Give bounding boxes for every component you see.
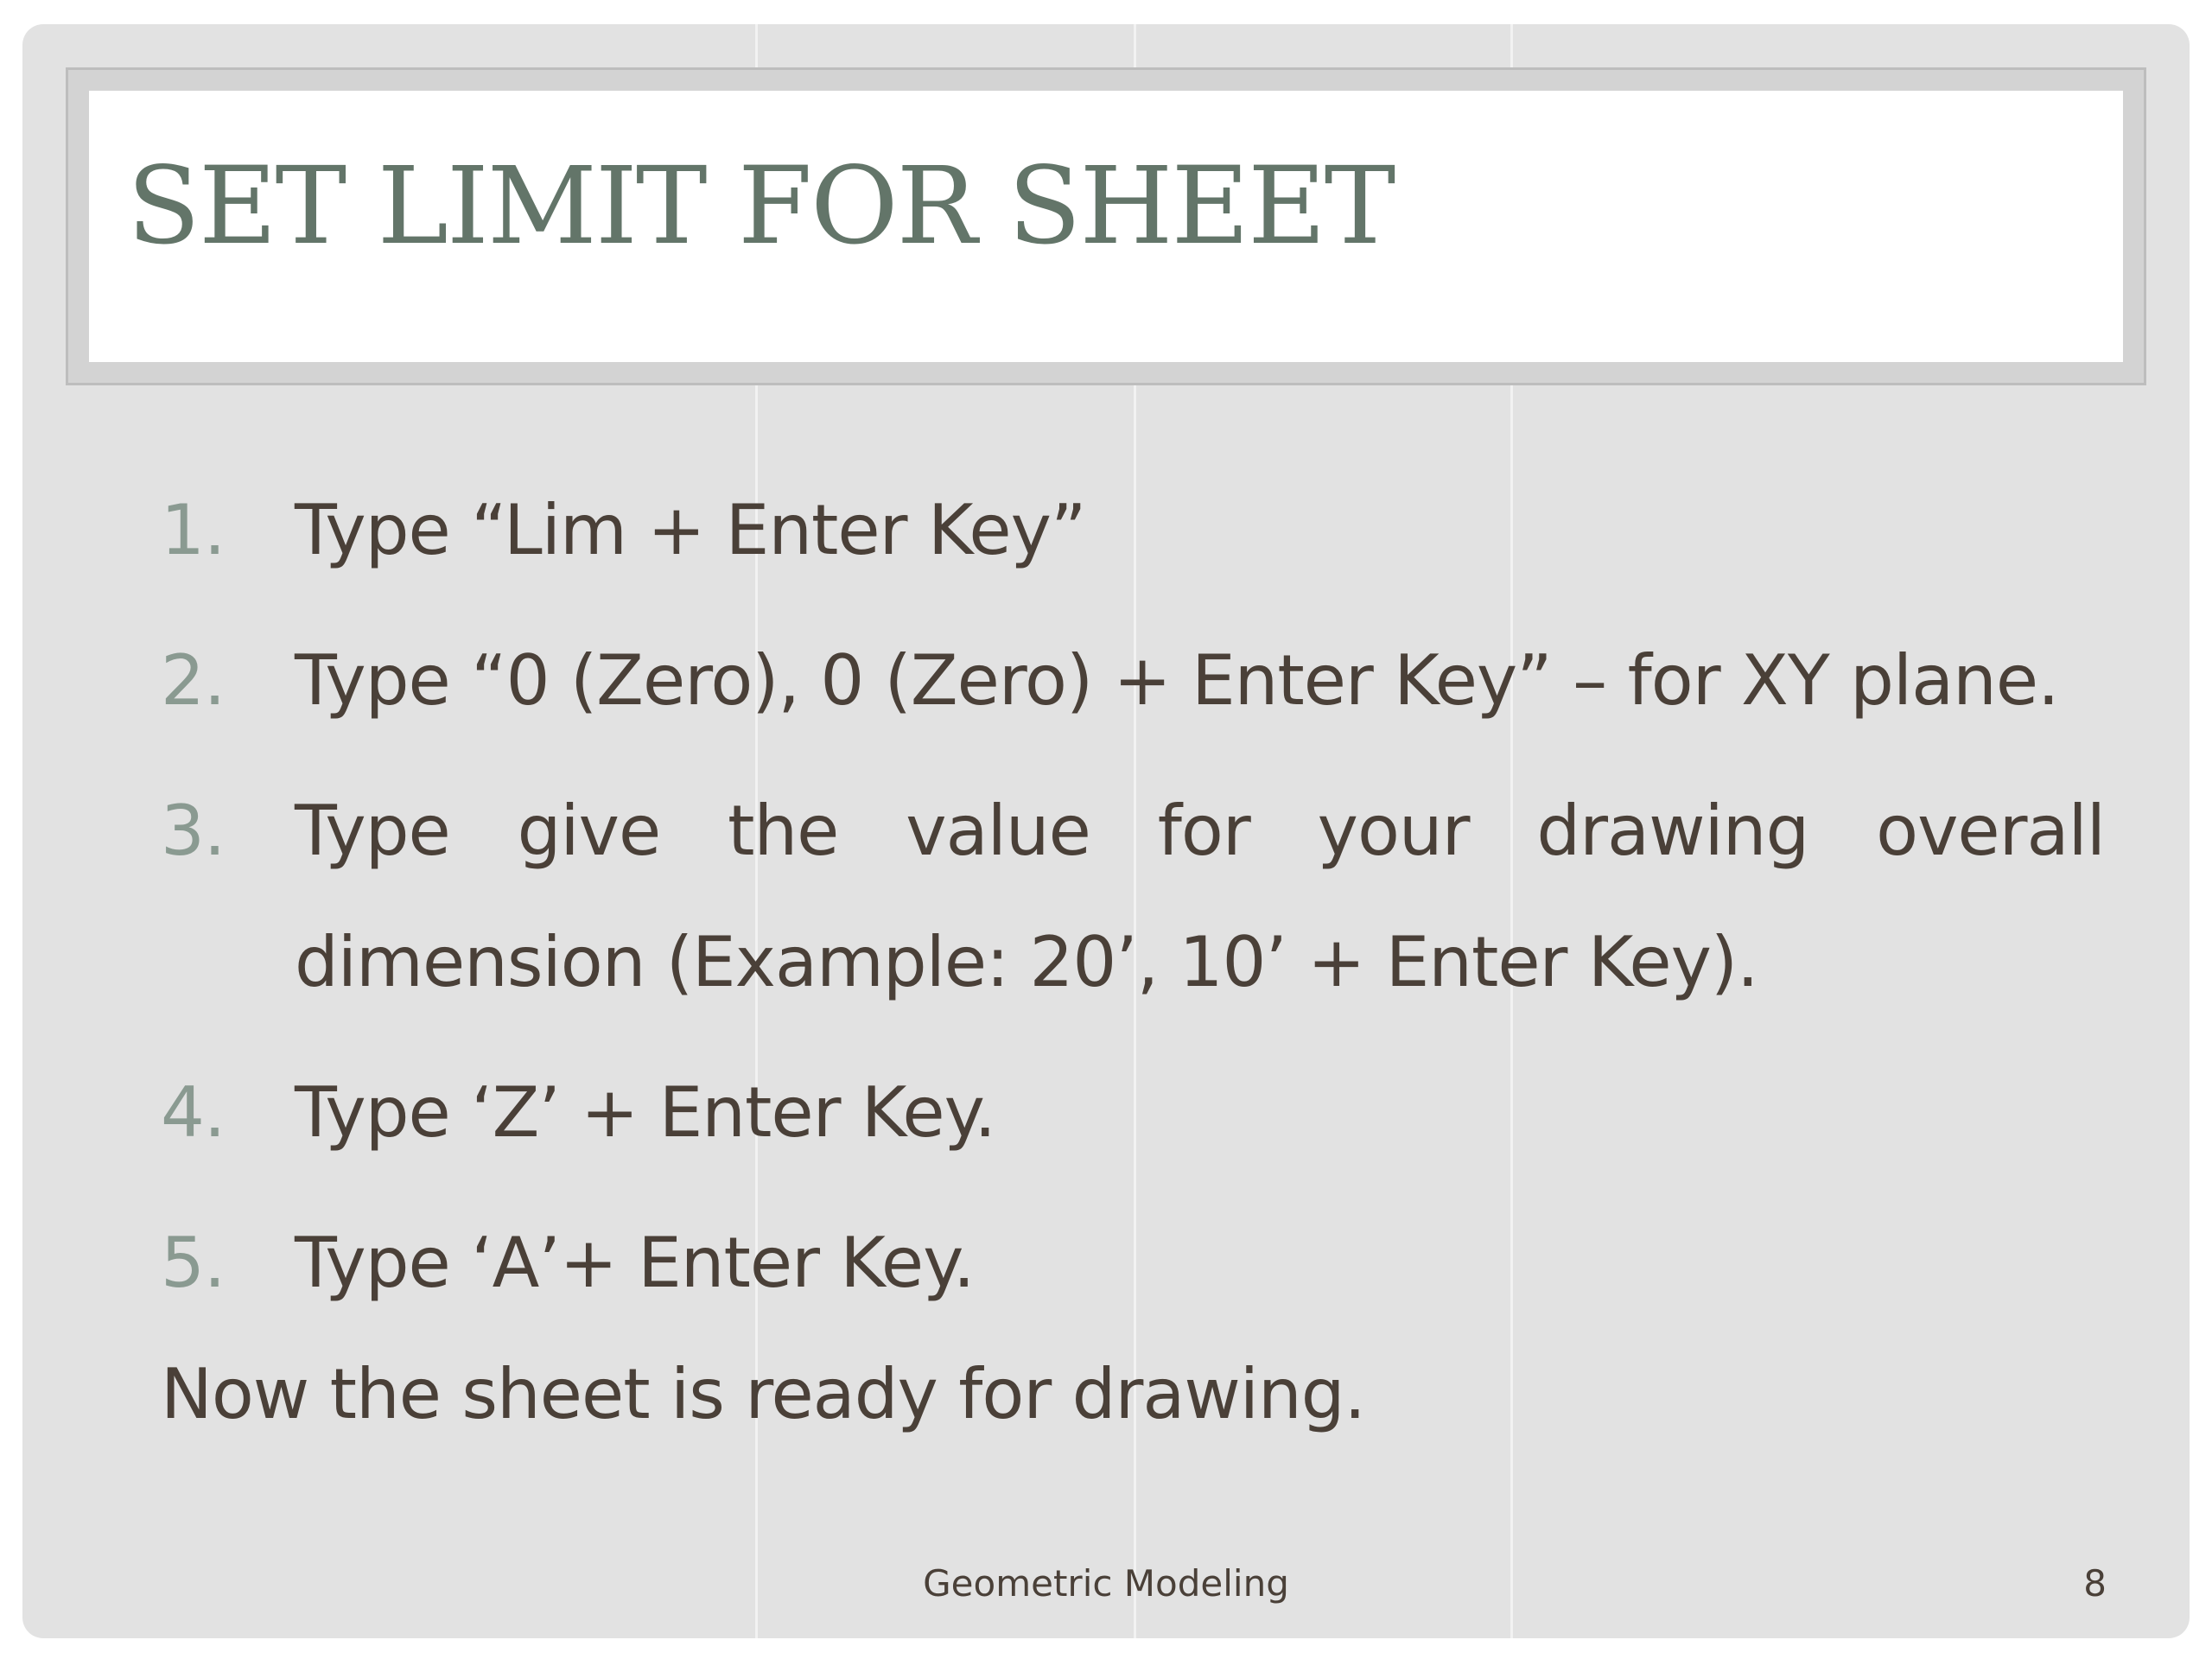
step-text: Type “Lim + Enter Key” <box>295 490 1086 570</box>
step-number: 5. <box>161 1223 226 1303</box>
steps-list <box>161 465 2105 1348</box>
slide-footer: Geometric Modeling <box>923 1562 1289 1605</box>
list-item <box>161 615 2105 747</box>
step-number: 1. <box>161 490 226 570</box>
page-number: 8 <box>2083 1562 2107 1605</box>
list-item <box>161 766 2105 1028</box>
list-item <box>161 465 2105 596</box>
title-box <box>89 91 2123 362</box>
slide-title: SET LIMIT FOR SHEET <box>127 144 1395 269</box>
step-number: 2. <box>161 640 226 721</box>
title-frame <box>66 67 2146 385</box>
list-item <box>161 1198 2105 1329</box>
step-text: Type “0 (Zero), 0 (Zero) + Enter Key” – for XY plane. <box>295 640 2059 721</box>
step-number: 4. <box>161 1072 226 1153</box>
step-text: Type ‘A’+ Enter Key. <box>295 1223 975 1303</box>
step-text: Type ‘Z’ + Enter Key. <box>295 1072 995 1153</box>
list-item <box>161 1047 2105 1179</box>
step-text: Type give the value for your drawing overall dimension (Example: 20’, 10’ + Enter Key). <box>295 791 2105 1002</box>
step-number: 3. <box>161 791 226 871</box>
conclusion-text: Now the sheet is ready for drawing. <box>161 1354 1365 1434</box>
slide <box>22 24 2190 1638</box>
